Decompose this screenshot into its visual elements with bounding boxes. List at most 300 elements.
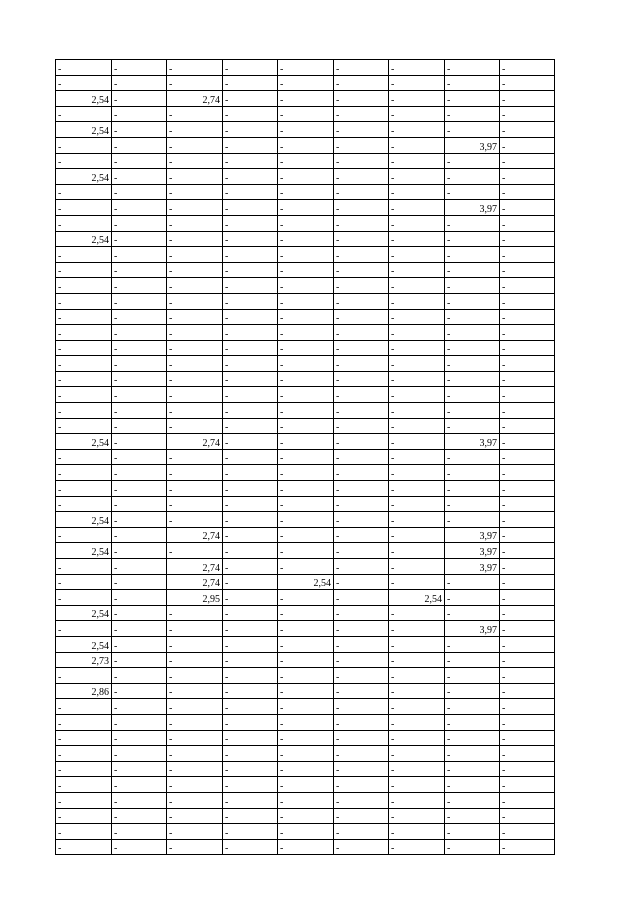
table-cell: 2,73	[56, 652, 112, 668]
table-cell: -	[334, 808, 389, 824]
table-cell: -	[112, 325, 167, 341]
table-cell: -	[56, 75, 112, 91]
table-cell: -	[278, 325, 334, 341]
table-cell: -	[389, 340, 445, 356]
table-cell: -	[500, 169, 555, 185]
table-cell: -	[334, 605, 389, 621]
table-cell: 3,97	[445, 621, 500, 637]
table-cell: -	[389, 356, 445, 372]
table-row	[56, 527, 555, 543]
table-cell: -	[56, 621, 112, 637]
table-row	[56, 106, 555, 122]
table-cell: -	[278, 824, 334, 840]
table-row	[56, 184, 555, 200]
table-cell: -	[500, 792, 555, 808]
table-cell: 2,74	[167, 91, 223, 107]
table-row	[56, 169, 555, 185]
table-cell: -	[500, 262, 555, 278]
table-cell: -	[112, 465, 167, 481]
table-cell: -	[56, 496, 112, 512]
table-cell: -	[223, 590, 278, 606]
table-cell: 2,74	[167, 434, 223, 450]
table-cell: -	[389, 309, 445, 325]
table-cell: -	[500, 184, 555, 200]
table-cell: -	[56, 699, 112, 715]
table-cell: -	[334, 449, 389, 465]
table-cell: -	[500, 761, 555, 777]
table-cell: -	[389, 403, 445, 419]
table-cell: 2,54	[56, 434, 112, 450]
table-cell: -	[500, 75, 555, 91]
table-row	[56, 668, 555, 684]
table-cell: -	[56, 449, 112, 465]
table-cell: 2,74	[167, 527, 223, 543]
table-cell: -	[112, 137, 167, 153]
table-cell: 2,54	[56, 169, 112, 185]
table-cell: -	[223, 636, 278, 652]
table-body	[56, 60, 555, 855]
table-cell: -	[112, 574, 167, 590]
table-cell: -	[334, 371, 389, 387]
table-cell: -	[56, 839, 112, 855]
table-cell: -	[167, 543, 223, 559]
table-cell: -	[500, 371, 555, 387]
table-row	[56, 215, 555, 231]
table-cell: -	[334, 106, 389, 122]
table-cell: -	[167, 153, 223, 169]
table-cell: -	[278, 200, 334, 216]
table-cell: -	[167, 730, 223, 746]
table-cell: -	[112, 340, 167, 356]
table-cell: -	[223, 683, 278, 699]
table-cell: -	[223, 512, 278, 528]
table-row	[56, 340, 555, 356]
table-cell: -	[445, 169, 500, 185]
table-cell: -	[112, 371, 167, 387]
table-cell: -	[278, 278, 334, 294]
table-cell: -	[112, 714, 167, 730]
table-cell: -	[334, 777, 389, 793]
table-row	[56, 636, 555, 652]
table-cell: -	[334, 356, 389, 372]
table-cell: -	[223, 340, 278, 356]
table-row	[56, 574, 555, 590]
table-cell: -	[56, 340, 112, 356]
table-cell: -	[112, 683, 167, 699]
table-cell: -	[167, 668, 223, 684]
table-cell: -	[112, 231, 167, 247]
table-cell: -	[389, 839, 445, 855]
table-cell: -	[278, 465, 334, 481]
table-cell: -	[223, 761, 278, 777]
table-row	[56, 543, 555, 559]
table-cell: -	[500, 590, 555, 606]
table-cell: -	[56, 574, 112, 590]
table-cell: -	[334, 714, 389, 730]
table-cell: 2,54	[389, 590, 445, 606]
table-cell: -	[445, 683, 500, 699]
table-cell: -	[223, 559, 278, 575]
table-cell: -	[334, 293, 389, 309]
table-cell: -	[167, 465, 223, 481]
table-cell: -	[389, 262, 445, 278]
table-cell: -	[389, 169, 445, 185]
table-cell: -	[112, 91, 167, 107]
table-row	[56, 761, 555, 777]
table-cell: -	[334, 215, 389, 231]
table-cell: -	[112, 481, 167, 497]
table-cell: -	[389, 574, 445, 590]
table-cell: -	[112, 387, 167, 403]
table-cell: 3,97	[445, 137, 500, 153]
table-cell: -	[167, 200, 223, 216]
table-cell: -	[278, 371, 334, 387]
table-cell: -	[389, 122, 445, 138]
data-table	[55, 59, 555, 855]
table-cell: 2,54	[56, 605, 112, 621]
table-cell: -	[389, 714, 445, 730]
table-row	[56, 434, 555, 450]
table-cell: -	[112, 496, 167, 512]
table-cell: -	[223, 746, 278, 762]
table-row	[56, 309, 555, 325]
table-cell: -	[112, 418, 167, 434]
table-cell: -	[56, 247, 112, 263]
table-row	[56, 792, 555, 808]
table-cell: -	[278, 387, 334, 403]
table-cell: -	[223, 605, 278, 621]
table-cell: -	[500, 387, 555, 403]
table-cell: -	[223, 262, 278, 278]
table-cell: -	[500, 60, 555, 76]
table-cell: -	[445, 699, 500, 715]
table-cell: -	[223, 309, 278, 325]
table-cell: -	[445, 153, 500, 169]
table-row	[56, 746, 555, 762]
table-row	[56, 200, 555, 216]
table-cell: -	[223, 356, 278, 372]
table-cell: -	[445, 340, 500, 356]
table-row	[56, 137, 555, 153]
table-cell: -	[223, 434, 278, 450]
table-cell: -	[500, 839, 555, 855]
table-cell: -	[500, 200, 555, 216]
table-cell: -	[334, 683, 389, 699]
table-cell: 2,74	[167, 559, 223, 575]
table-cell: -	[223, 465, 278, 481]
table-cell: -	[445, 761, 500, 777]
table-cell: 2,54	[56, 122, 112, 138]
table-cell: 2,86	[56, 683, 112, 699]
table-cell: -	[500, 278, 555, 294]
table-cell: -	[500, 808, 555, 824]
table-cell: -	[112, 761, 167, 777]
table-cell: -	[334, 761, 389, 777]
table-cell: -	[334, 746, 389, 762]
table-cell: -	[167, 496, 223, 512]
table-cell: -	[334, 481, 389, 497]
table-cell: -	[500, 683, 555, 699]
table-cell: -	[223, 808, 278, 824]
table-cell: -	[334, 496, 389, 512]
table-cell: -	[389, 777, 445, 793]
table-cell: -	[112, 590, 167, 606]
table-cell: -	[500, 325, 555, 341]
table-cell: -	[167, 106, 223, 122]
table-cell: -	[56, 184, 112, 200]
table-cell: -	[278, 340, 334, 356]
table-cell: -	[334, 403, 389, 419]
table-cell: -	[278, 543, 334, 559]
table-cell: -	[500, 309, 555, 325]
table-cell: -	[445, 309, 500, 325]
table-cell: -	[112, 824, 167, 840]
table-cell: -	[389, 792, 445, 808]
table-cell: -	[389, 824, 445, 840]
table-row	[56, 60, 555, 76]
table-cell: -	[167, 652, 223, 668]
table-cell: -	[278, 746, 334, 762]
table-cell: -	[167, 418, 223, 434]
table-cell: -	[389, 496, 445, 512]
table-cell: -	[112, 215, 167, 231]
table-row	[56, 91, 555, 107]
table-cell: -	[334, 621, 389, 637]
table-cell: -	[167, 169, 223, 185]
table-cell: -	[445, 60, 500, 76]
table-cell: -	[56, 403, 112, 419]
table-row	[56, 590, 555, 606]
table-cell: -	[223, 215, 278, 231]
table-cell: -	[278, 262, 334, 278]
table-cell: -	[112, 106, 167, 122]
table-row	[56, 325, 555, 341]
table-cell: -	[445, 574, 500, 590]
table-cell: -	[389, 153, 445, 169]
table-cell: -	[389, 652, 445, 668]
table-cell: -	[389, 371, 445, 387]
table-cell: -	[278, 777, 334, 793]
table-cell: -	[278, 106, 334, 122]
table-cell: -	[167, 262, 223, 278]
table-cell: -	[278, 621, 334, 637]
table-row	[56, 247, 555, 263]
table-cell: -	[112, 808, 167, 824]
table-cell: -	[112, 621, 167, 637]
table-cell: -	[223, 231, 278, 247]
table-cell: -	[445, 122, 500, 138]
table-cell: -	[167, 761, 223, 777]
table-cell: -	[389, 543, 445, 559]
table-cell: -	[223, 169, 278, 185]
table-cell: -	[334, 636, 389, 652]
table-cell: -	[56, 527, 112, 543]
table-cell: -	[56, 137, 112, 153]
table-cell: -	[334, 122, 389, 138]
table-cell: -	[278, 293, 334, 309]
table-cell: -	[278, 496, 334, 512]
table-cell: -	[278, 808, 334, 824]
table-cell: -	[223, 122, 278, 138]
table-row	[56, 481, 555, 497]
table-cell: -	[334, 434, 389, 450]
table-row	[56, 371, 555, 387]
table-cell: -	[334, 652, 389, 668]
table-cell: -	[223, 91, 278, 107]
table-cell: -	[389, 231, 445, 247]
table-cell: -	[167, 808, 223, 824]
table-cell: -	[112, 543, 167, 559]
table-cell: -	[167, 605, 223, 621]
table-cell: -	[334, 75, 389, 91]
table-cell: -	[112, 652, 167, 668]
table-cell: -	[56, 215, 112, 231]
table-cell: -	[334, 574, 389, 590]
table-cell: -	[445, 449, 500, 465]
table-cell: -	[389, 200, 445, 216]
table-cell: 3,97	[445, 559, 500, 575]
table-cell: -	[500, 730, 555, 746]
table-cell: -	[56, 418, 112, 434]
table-cell: -	[223, 839, 278, 855]
table-cell: 2,54	[278, 574, 334, 590]
table-cell: -	[167, 792, 223, 808]
table-cell: -	[389, 387, 445, 403]
table-cell: -	[167, 746, 223, 762]
table-cell: -	[334, 309, 389, 325]
table-cell: -	[334, 465, 389, 481]
table-cell: 3,97	[445, 200, 500, 216]
table-cell: -	[500, 434, 555, 450]
table-cell: -	[445, 184, 500, 200]
table-cell: -	[278, 761, 334, 777]
table-cell: -	[334, 60, 389, 76]
table-cell: -	[112, 278, 167, 294]
table-cell: -	[112, 153, 167, 169]
table-cell: -	[278, 792, 334, 808]
table-cell: -	[278, 403, 334, 419]
table-cell: -	[56, 761, 112, 777]
table-row	[56, 824, 555, 840]
table-cell: -	[112, 247, 167, 263]
table-cell: -	[167, 683, 223, 699]
table-cell: -	[334, 91, 389, 107]
table-cell: -	[167, 184, 223, 200]
table-cell: -	[223, 668, 278, 684]
table-cell: -	[445, 777, 500, 793]
table-cell: -	[112, 527, 167, 543]
table-cell: -	[445, 387, 500, 403]
table-cell: -	[56, 714, 112, 730]
table-row	[56, 231, 555, 247]
table-cell: -	[167, 839, 223, 855]
table-cell: 3,97	[445, 434, 500, 450]
table-cell: -	[389, 481, 445, 497]
table-cell: -	[112, 122, 167, 138]
table-row	[56, 278, 555, 294]
table-cell: -	[56, 106, 112, 122]
table-cell: -	[389, 60, 445, 76]
table-cell: -	[500, 418, 555, 434]
table-cell: -	[389, 761, 445, 777]
table-cell: -	[389, 808, 445, 824]
table-cell: -	[334, 325, 389, 341]
table-cell: -	[278, 652, 334, 668]
table-cell: -	[389, 75, 445, 91]
table-cell: -	[500, 512, 555, 528]
table-cell: 2,54	[56, 91, 112, 107]
table-row	[56, 403, 555, 419]
table-cell: -	[167, 340, 223, 356]
table-cell: -	[500, 636, 555, 652]
table-cell: -	[500, 122, 555, 138]
table-cell: -	[56, 777, 112, 793]
table-cell: -	[223, 60, 278, 76]
table-row	[56, 839, 555, 855]
table-cell: -	[278, 153, 334, 169]
table-cell: -	[278, 215, 334, 231]
table-cell: -	[167, 231, 223, 247]
table-cell: -	[223, 543, 278, 559]
table-cell: -	[112, 777, 167, 793]
table-cell: -	[56, 559, 112, 575]
table-cell: -	[389, 247, 445, 263]
table-cell: -	[389, 106, 445, 122]
table-cell: -	[223, 137, 278, 153]
table-cell: -	[167, 621, 223, 637]
table-cell: -	[500, 106, 555, 122]
table-cell: -	[278, 91, 334, 107]
table-cell: -	[223, 75, 278, 91]
table-cell: -	[445, 792, 500, 808]
table-cell: -	[500, 481, 555, 497]
table-cell: -	[112, 434, 167, 450]
table-cell: -	[167, 122, 223, 138]
table-row	[56, 699, 555, 715]
table-cell: -	[334, 153, 389, 169]
table-cell: -	[334, 387, 389, 403]
table-cell: -	[223, 574, 278, 590]
table-cell: -	[167, 137, 223, 153]
table-cell: -	[223, 387, 278, 403]
table-cell: -	[56, 481, 112, 497]
table-cell: -	[389, 668, 445, 684]
table-cell: -	[500, 91, 555, 107]
table-cell: -	[500, 824, 555, 840]
table-cell: -	[56, 325, 112, 341]
table-row	[56, 621, 555, 637]
table-cell: -	[389, 636, 445, 652]
table-cell: -	[167, 215, 223, 231]
table-cell: -	[500, 527, 555, 543]
table-cell: -	[56, 824, 112, 840]
table-row	[56, 75, 555, 91]
table-cell: -	[112, 169, 167, 185]
table-cell: -	[334, 137, 389, 153]
table-cell: -	[334, 730, 389, 746]
table-cell: -	[167, 75, 223, 91]
table-cell: -	[223, 293, 278, 309]
table-cell: -	[223, 403, 278, 419]
table-row	[56, 293, 555, 309]
table-cell: -	[389, 621, 445, 637]
table-cell: 2,54	[56, 231, 112, 247]
table-cell: -	[223, 621, 278, 637]
table-cell: -	[223, 278, 278, 294]
table-row	[56, 652, 555, 668]
table-cell: -	[445, 839, 500, 855]
table-cell: -	[112, 75, 167, 91]
